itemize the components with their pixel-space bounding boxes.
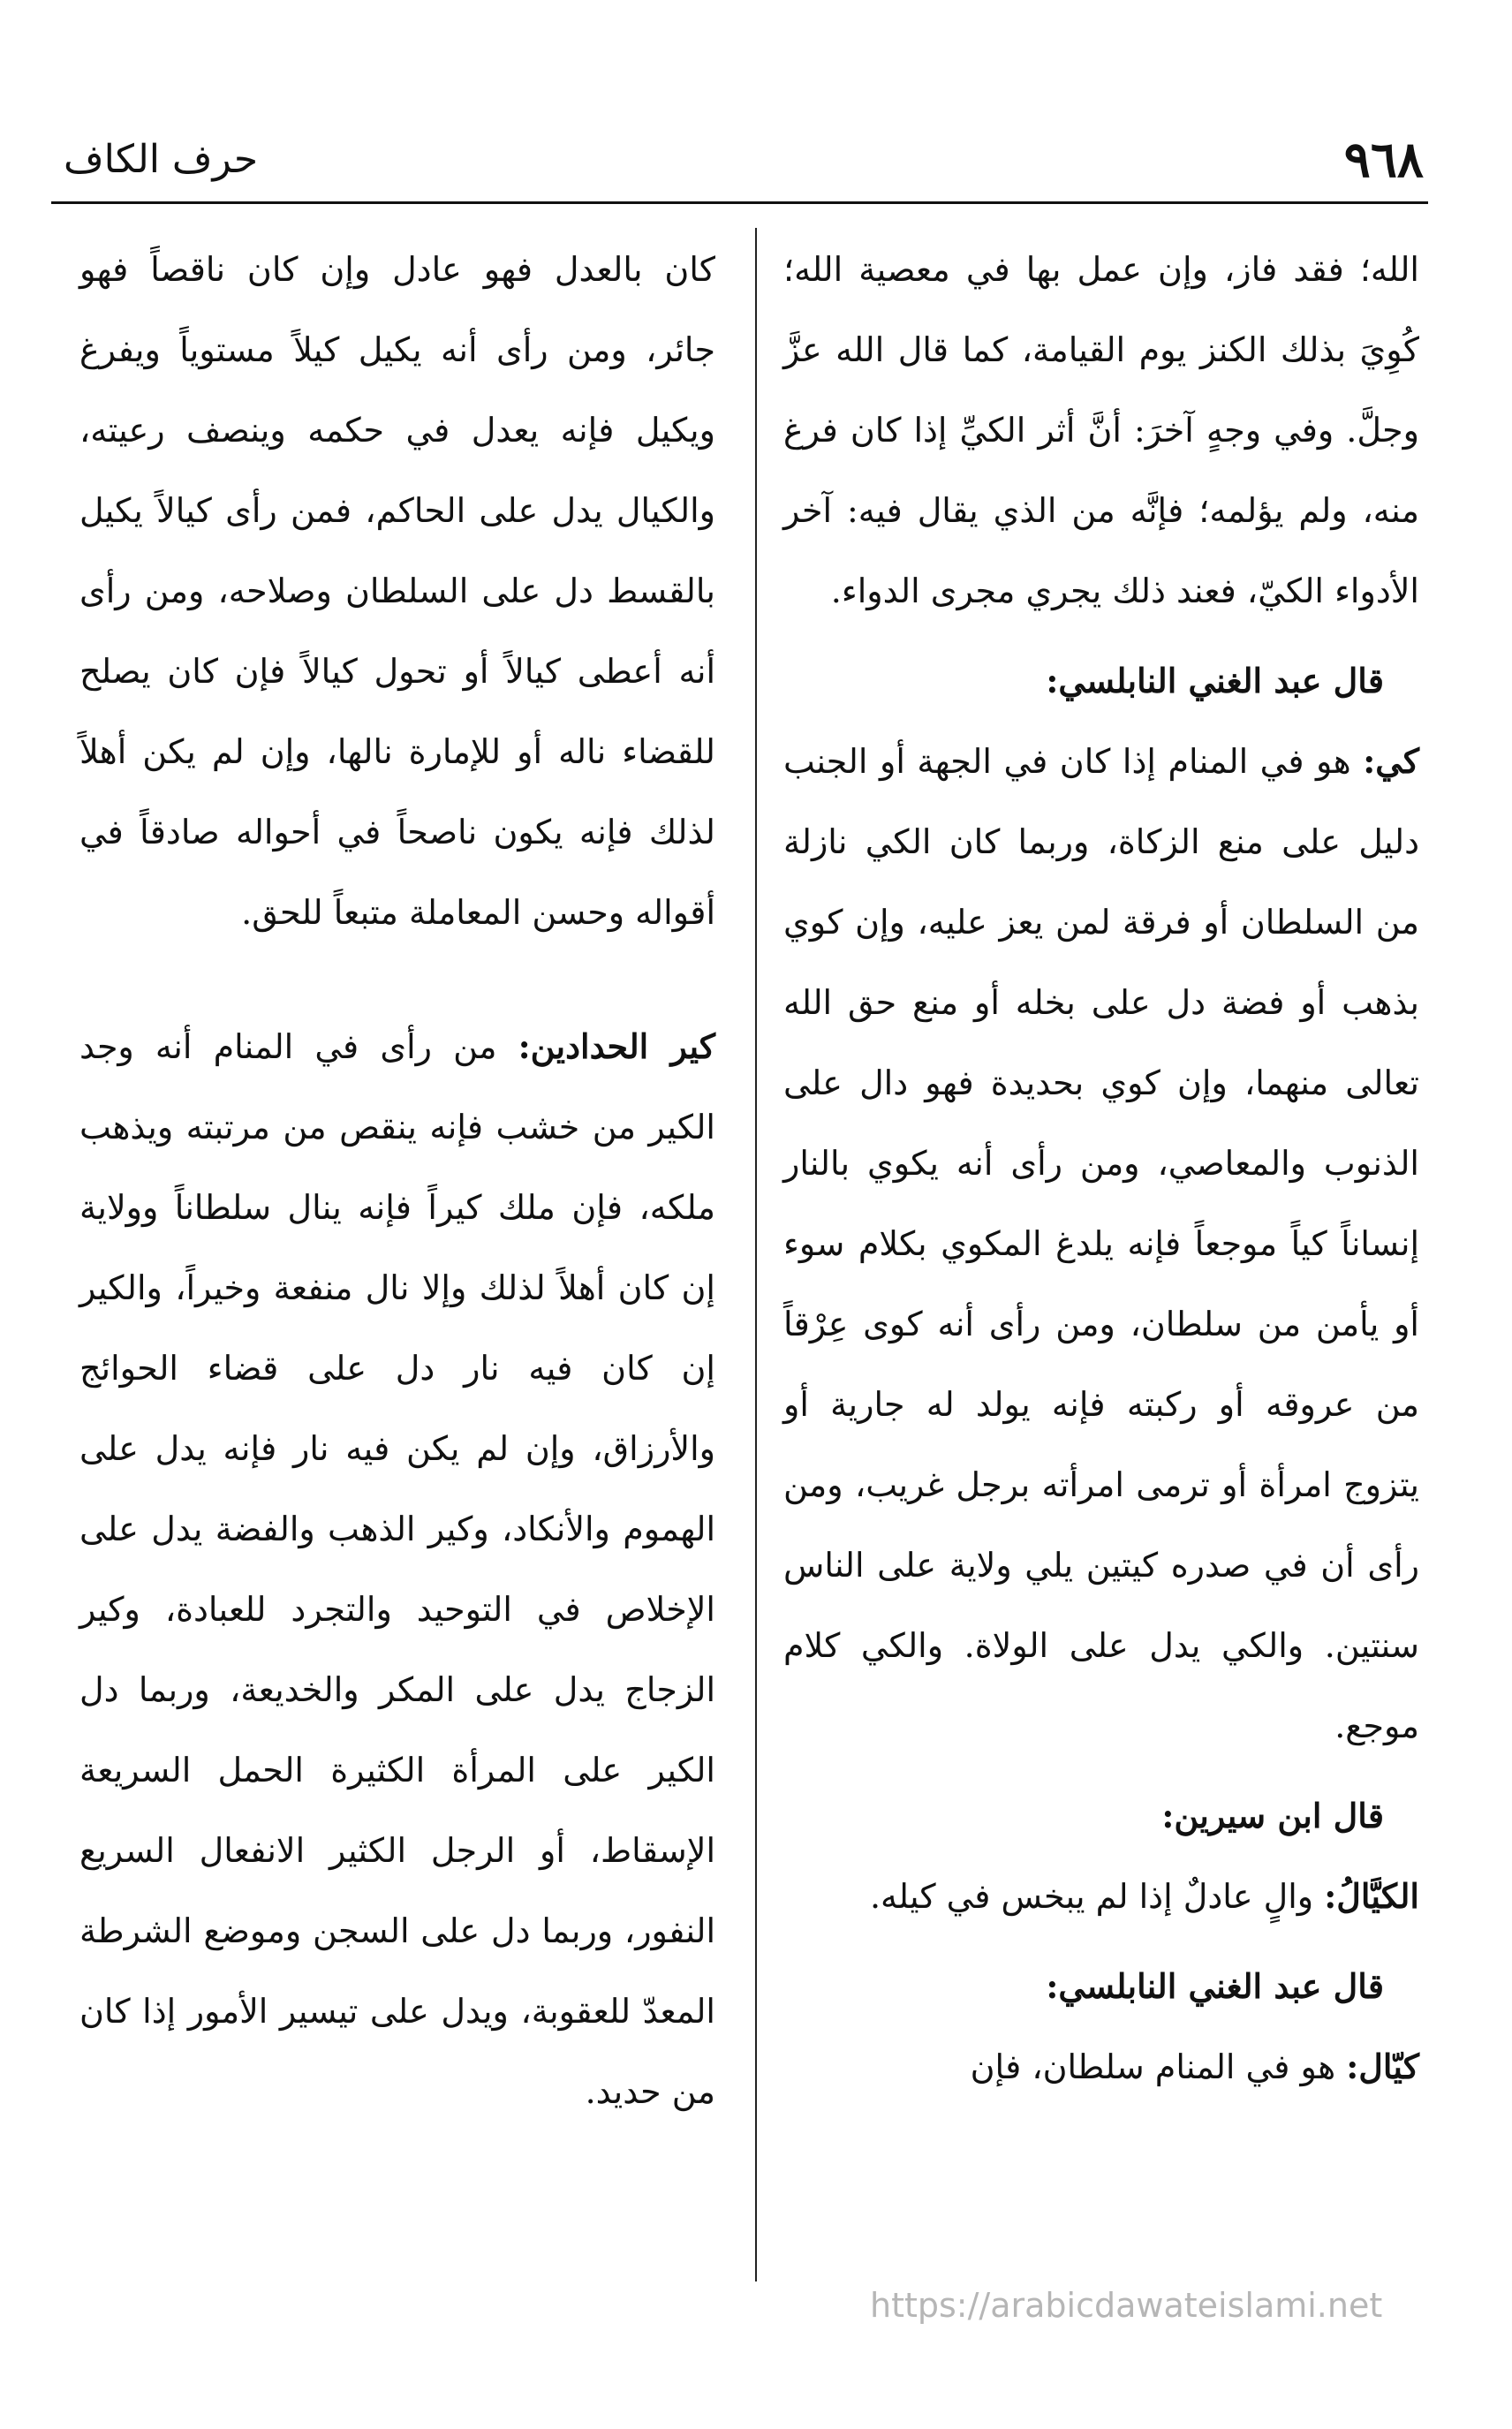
paragraph: كان بالعدل فهو عادل وإن كان ناقصاً فهو جائر، ومن رأى أنه يكيل كيلاً مستوياً ويفرغ ويكيل فإنه يعدل في حكمه وينصف رعيته، والكيال يدل على الحاكم، فمن رأى كيالاً يكيل بالقسط دل على السلطان وصلاحه، ومن رأى أنه أعطى كيالاً أو تحول كيالاً فإن كان يصلح للقضاء ناله أو للإمارة نالها، وإن لم يكن أهلاً لذلك فإنه يكون ناصحاً في أحواله صادقاً في أقواله وحسن المعاملة متبعاً للحق. [79, 250, 715, 932]
right-column [783, 230, 1419, 2116]
page-number: ٩٦٨ [1343, 131, 1424, 189]
entry-paragraph [783, 2026, 1419, 2107]
entry-term: كي: [1363, 741, 1419, 781]
entry-text: والٍ عادلٌ إذا لم يبخس في كيله. [869, 1877, 1325, 1916]
entry-term: كيّال: [1346, 2047, 1419, 2086]
entry-term: كير الحدادين: [518, 1026, 716, 1066]
paragraph: الله؛ فقد فاز، وإن عمل بها في معصية الله؛ كُوِيَ بذلك الكنز يوم القيامة، كما قال الله عزَّ وجلَّ. وفي وجهٍ آخرَ: أنَّ أثر الكيِّ إذا كان فرغ منه، ولم يؤلمه؛ فإنَّه من الذي يقال فيه: آخر الأدواء الكيّ، فعند ذلك يجري مجرى الدواء. [783, 250, 1419, 610]
entry-text: هو في المنام سلطان، فإن [970, 2047, 1347, 2086]
entry-paragraph [783, 1856, 1419, 1937]
section-heading: قال ابن سيرين: [1161, 1796, 1384, 1835]
entry-paragraph [783, 721, 1419, 1767]
watermark-url: https://arabicdawateislami.net [870, 2286, 1383, 2325]
section-heading: قال عبد الغني النابلسي: [1046, 661, 1384, 700]
running-title: حرف الكاف [64, 137, 259, 182]
header-rule [51, 201, 1428, 204]
section-heading: قال عبد الغني النابلسي: [1046, 1966, 1384, 2006]
left-column [79, 230, 715, 2141]
entry-term: الكيَّالُ: [1324, 1876, 1419, 1916]
entry-text: هو في المنام إذا كان في الجهة أو الجنب دليل على منع الزكاة، وربما كان الكي نازلة من السلطان أو فرقة لمن يعز عليه، وإن كوي بذهب أو فضة دل على بخله أو منع حق الله تعالى منهما، وإن كوي بحديدة فهو دال على الذنوب والمعاصي، ومن رأى أنه يكوي بالنار إنساناً كياً موجعاً فإنه يلدغ المكوي بكلام سوء أو يأمن من سلطان، ومن رأى أنه كوى عِرْقاً من عروقه أو ركبته فإنه يولد له جارية أو يتزوج امرأة أو ترمى امرأته برجل غريب، ومن رأى أن في صدره كيتين يلي ولاية على الناس سنتين. والكي يدل على الولاة. والكي كلام موجع. [783, 742, 1419, 1745]
entry-paragraph [79, 1006, 715, 2132]
column-divider [755, 228, 757, 2281]
entry-text: من رأى في المنام أنه وجد الكير من خشب فإنه ينقص من مرتبته ويذهب ملكه، فإن ملك كيراً فإنه ينال سلطاناً وولاية إن كان أهلاً لذلك وإلا نال منفعة وخيراً، والكير إن كان فيه نار دل على قضاء الحوائج والأرزاق، وإن لم يكن فيه نار فإنه يدل على الهموم والأنكاد، وكير الذهب والفضة يدل على الإخلاص في التوحيد والتجرد للعبادة، وكير الزجاج يدل على المكر والخديعة، وربما دل الكير على المرأة الكثيرة الحمل السريعة الإسقاط، أو الرجل الكثير الانفعال السريع النفور، وربما دل على السجن وموضع الشرطة المعدّ للعقوبة، ويدل على تيسير الأمور إذا كان من حديد. [79, 1027, 715, 2111]
